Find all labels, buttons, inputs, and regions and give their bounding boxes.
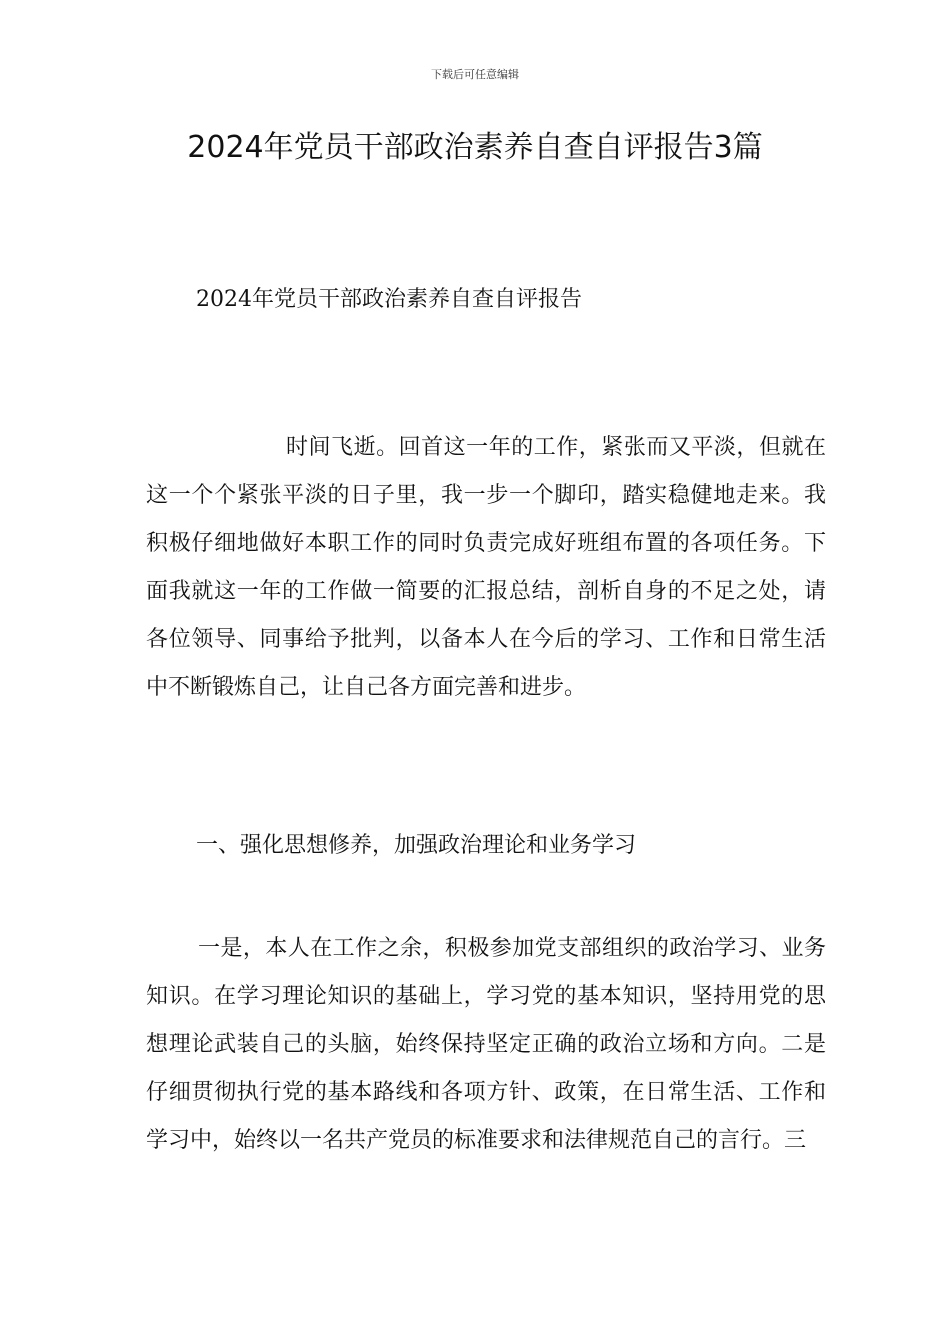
section-heading: 一、强化思想修养，加强政治理论和业务学习 <box>196 833 637 858</box>
intro-paragraph: 时间飞逝。回首这一年的工作，紧张而又平淡，但就在这一个个紧张平淡的日子里，我一步一个脚印，踏实稳健地走来。我积极仔细地做好本职工作的同时负责完成好班组布置的各项任务。下面我就这一年的工作做一简要的汇报总结，剖析自身的不足之处，请各位领导、同事给予批判，以备本人在今后的学习、工作和日常生活中不断锻炼自己，让自己各方面完善和进步。 <box>146 435 826 700</box>
body-paragraph: 一是，本人在工作之余，积极参加党支部组织的政治学习、业务知识。在学习理论知识的基础上，学习党的基本知识，坚持用党的思想理论武装自己的头脑，始终保持坚定正确的政治立场和方向。二是仔细贯彻执行党的基本路线和各项方针、政策，在日常生活、工作和学习中，始终以一名共产党员的标准要求和法律规范自己的言行。三 <box>146 936 826 1153</box>
header-note: 下载后可任意编辑 <box>431 68 519 81</box>
document-subtitle: 2024年党员干部政治素养自查自评报告 <box>196 287 582 312</box>
document-title: 2024年党员干部政治素养自查自评报告3篇 <box>187 130 763 165</box>
